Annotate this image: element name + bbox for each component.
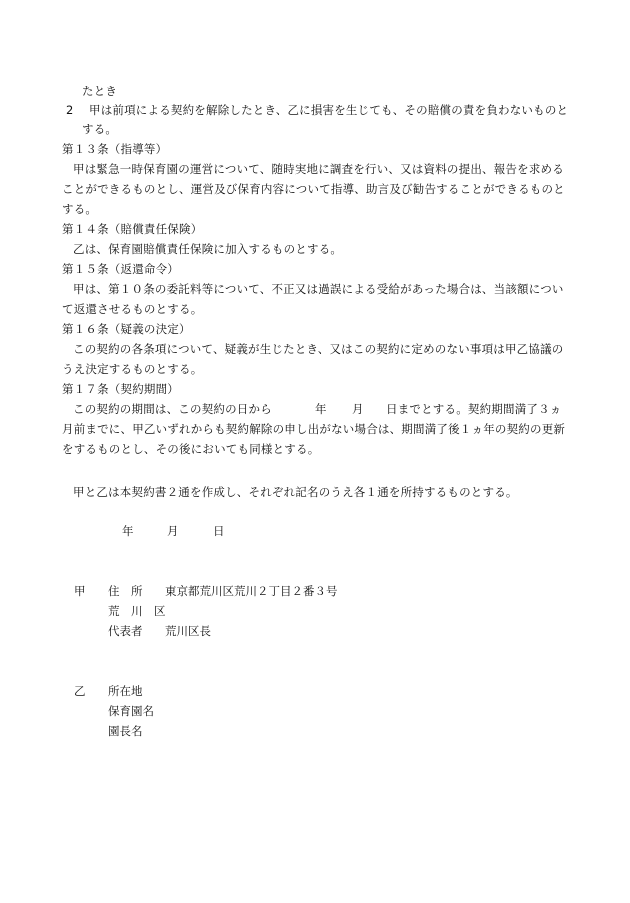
article15-line2: て返還させるものとする。: [62, 302, 203, 316]
article17-line1-start: この契約の期間は、この契約の日から: [73, 402, 272, 416]
party-b-director-name-label: 園長名: [108, 724, 143, 738]
article12-paragraph-number: 2: [66, 103, 74, 117]
article13-line1: 甲は緊急一時保育園の運営について、随時実地に調査を行い、又は資料の提出、報告を求める: [73, 162, 564, 176]
article17-month-label: 月: [352, 402, 364, 416]
article13-line3: する。: [62, 202, 98, 216]
party-b-location-label: 所在地: [108, 684, 143, 698]
article16-line2: うえ決定するものとする。: [62, 362, 203, 376]
party-a-address-label: 住 所: [108, 584, 143, 598]
party-a-label: 甲: [74, 584, 86, 598]
article12-continuation: たとき: [82, 84, 118, 98]
party-a-address: 東京都荒川区荒川２丁目２番３号: [165, 584, 338, 598]
date-day-label: 日: [213, 524, 225, 538]
party-b-label: 乙: [74, 684, 86, 698]
article15-line1: 甲は、第１０条の委託料等について、不正又は過誤による受給があった場合は、当該額につい: [73, 282, 564, 296]
article14-line1: 乙は、保育園賠償責任保険に加入するものとする。: [73, 242, 343, 256]
closing-statement: 甲と乙は本契約書２通を作成し、それぞれ記名のうえ各１通を所持するものとする。: [73, 485, 518, 499]
article16-heading: 第１６条（疑義の決定）: [62, 322, 191, 336]
party-a-representative: 荒川区長: [165, 624, 211, 638]
article17-line1-end: 日までとする。契約期間満了３ヵ: [386, 402, 562, 416]
article12-paragraph2-line1: 甲は前項による契約を解除したとき、乙に損害を生じても、その賠償の責を負わないものと: [89, 103, 569, 117]
article17-year-label: 年: [315, 402, 327, 416]
party-a-representative-label: 代表者: [108, 624, 143, 638]
party-b-nursery-name-label: 保育園名: [108, 704, 154, 718]
date-month-label: 月: [167, 524, 179, 538]
article13-line2: ことができるものとし、運営及び保育内容について指導、助言及び勧告することができるものと: [62, 182, 565, 196]
article17-line3: をするものとし、その後においても同様とする。: [62, 442, 320, 456]
article17-heading: 第１７条（契約期間）: [62, 382, 179, 396]
article14-heading: 第１４条（賠償責任保険）: [62, 222, 203, 236]
article12-paragraph2-line2: する。: [82, 122, 118, 136]
party-a-name: 荒 川 区: [108, 604, 166, 618]
date-year-label: 年: [122, 524, 134, 538]
article15-heading: 第１５条（返還命令）: [62, 262, 179, 276]
article16-line1: この契約の各条項について、疑義が生じたとき、又はこの契約に定めのない事項は甲乙協議の: [73, 342, 564, 356]
article17-line2: 月前までに、甲乙いずれからも契約解除の申し出がない場合は、期間満了後１ヵ年の契約の更新: [62, 422, 566, 436]
article13-heading: 第１３条（指導等）: [62, 142, 168, 156]
